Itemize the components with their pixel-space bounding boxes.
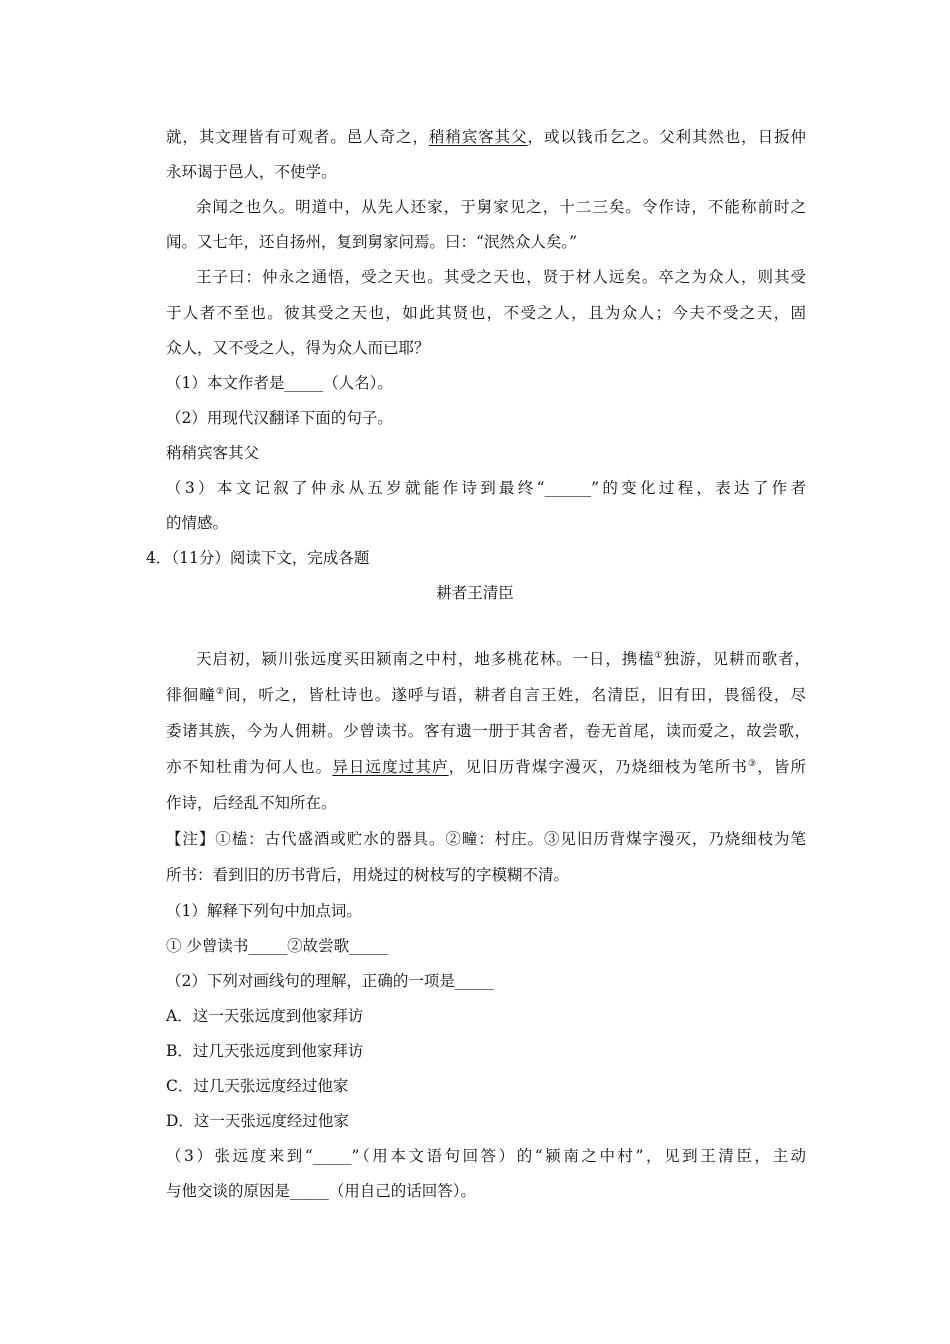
footnote-line: 所书：看到旧的历书背后，用烧过的树枝写的字模糊不清。 (166, 866, 570, 884)
passage-line: 闻。又七年，还自扬州，复到舅家问焉。曰：“泯然众人矣。” (166, 233, 578, 251)
option-d: D．这一天张远度经过他家 (166, 1112, 349, 1130)
passage-line: 王子曰：仲永之通悟，受之天也。其受之天也，贤于材人远矣。卒之为众人，则其受 (196, 268, 806, 286)
passage-line: 徘徊疃②间，听之，皆杜诗也。遂呼与语，耕者自言王姓，名清臣，旧有田，畏徭役，尽 (166, 686, 806, 704)
option-c: C．过几天张远度经过他家 (166, 1077, 349, 1095)
question-item: （3）张远度来到“_____”（用本文语句回答）的“颍南之中村”，见到王清臣，主动 (166, 1147, 806, 1165)
question-item: （2）下列对画线句的理解，正确的一项是_____ (166, 972, 494, 990)
passage-line: 余闻之也久。明道中，从先人还家，于舅家见之，十二三矣。令作诗，不能称前时之 (196, 198, 806, 216)
passage-line: 就，其文理皆有可观者。邑人奇之，稍稍宾客其父，或以钱币乞之。父利其然也，日扳仲 (166, 128, 806, 146)
underlined-sentence: 异日远度过其庐 (332, 758, 449, 776)
question-item: 稍稍宾客其父 (166, 444, 260, 462)
passage-line: 委诸其族，今为人佣耕。少曾读书。客有遗一册于其舍者，卷无首尾，读而爱之，故尝歌， (166, 722, 810, 740)
passage-line: 天启初，颍川张远度买田颍南之中村，地多桃花林。一日，携榼①独游，见耕而歌者， (196, 650, 810, 668)
option-b: B．过几天张远度到他家拜访 (166, 1042, 364, 1060)
question-header: 4．（11分）阅读下文，完成各题 (146, 549, 370, 567)
question-item: 与他交谈的原因是_____（用自己的话回答）。 (166, 1182, 477, 1200)
passage-title: 耕者王清臣 (436, 584, 514, 602)
option-a: A．这一天张远度到他家拜访 (166, 1007, 364, 1025)
underlined-sentence: 稍稍宾客其父 (428, 128, 528, 146)
passage-line: 作诗，后经乱不知所在。 (166, 794, 337, 812)
footnote-line: 【注】①榼：古代盛酒或贮水的器具。②疃：村庄。③见旧历背煤字漫灭，乃烧细枝为笔 (166, 830, 806, 848)
question-item: ① 少曾读书_____②故尝歌_____ (166, 937, 388, 955)
question-item: 的情感。 (166, 514, 229, 532)
passage-line: 亦不知杜甫为何人也。异日远度过其庐，见旧历背煤字漫灭，乃烧细枝为笔所书③，皆所 (166, 758, 806, 776)
question-item: （1）解释下列句中加点词。 (166, 902, 362, 920)
question-item: （3）本文记叙了仲永从五岁就能作诗到最终“______”的变化过程，表达了作者 (166, 479, 806, 497)
passage-line: 于人者不至也。彼其受之天也，如此其贤也，不受之人，且为众人；今夫不受之天，固 (166, 304, 806, 322)
passage-line: 众人，又不受之人，得为众人而已耶？ (166, 339, 430, 357)
question-item: （1）本文作者是_____（人名）。 (166, 374, 393, 392)
passage-line: 永环谒于邑人，不使学。 (166, 163, 337, 181)
question-item: （2）用现代汉翻译下面的句子。 (166, 409, 393, 427)
